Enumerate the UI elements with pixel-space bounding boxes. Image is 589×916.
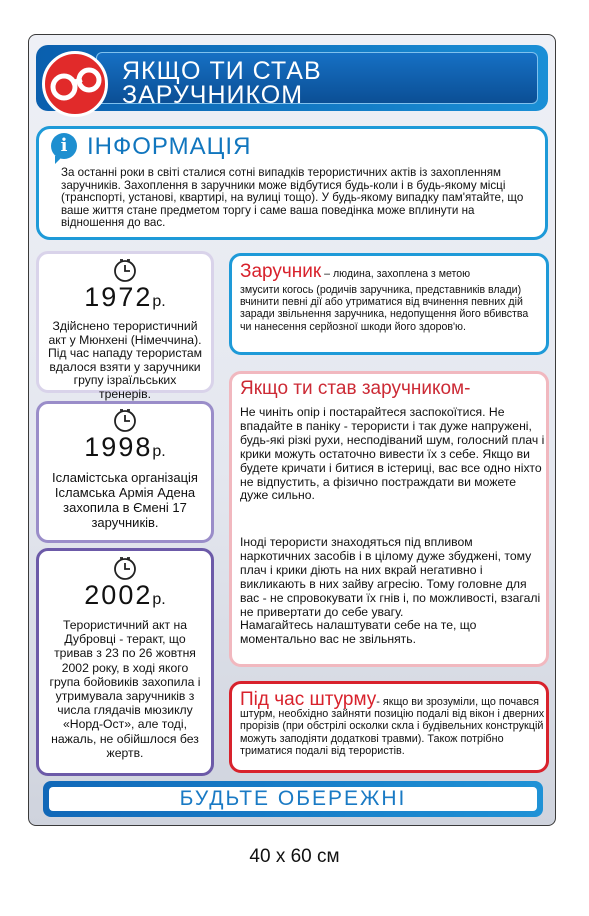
advice-paragraphs <box>240 536 545 647</box>
info-icon: i <box>51 133 77 159</box>
advice-box <box>229 371 549 667</box>
event-text: Здійснено терористичний акт у Мюнхені (Німеччина). Під час нападу терористам вдалося взяти у заручники групу ізраїльських тренерів. <box>47 319 203 401</box>
definition-text: змусити когось (родичів заручника, представників влади) вчинити певні дії або утриматися від вчинення певних дій заради звільнення заручника, недопущення його вбивства чи нанесення серйозної шкоди його здоров'ю. <box>240 284 529 333</box>
event-text: Ісламістська організація Ісламська Армія Адена захопила в Ємені 17 заручників. <box>52 470 198 530</box>
info-title: ІНФОРМАЦІЯ <box>87 133 252 160</box>
clock-icon <box>112 555 138 581</box>
definition-box <box>229 253 549 355</box>
advice-paragraph-1: Не чиніть опір і постарайтеся заспокоїтися. Не впадайте в паніку - терористи і так дуже напружені, будь-які різкі рухи, несподіваний шум, голосний плач і крики можуть остаточно вивести їх з себе. Якщо ви будете кричати і битися в істериці, вас все одно ніхто не відпустить, а фізично постраждати ви можете дуже сильно. <box>240 405 545 503</box>
storm-text: Під час штурму- якщо ви зрозуміли, що почався штурм, необхідно зайняти позицію подалі від вікон і дверних прорізів (при обстрілі осколки скла і будівельних конструкцій можуть заподіяти додаткові травми). Також потрібно триматися подалі від терористів. <box>240 689 545 757</box>
event-year: 2002р. <box>84 580 166 610</box>
event-card-1972 <box>36 251 214 401</box>
storm-title: Під час штурму <box>240 689 377 710</box>
advice-paragraph-3: Намагайтесь налаштувати себе на те, що моментально вас не звільнять. <box>240 618 477 647</box>
footer-text: БУДЬТЕ ОБЕРЕЖНІ <box>49 787 537 811</box>
storm-box <box>229 681 549 773</box>
definition-term: Заручник – людина, захоплена з метою <box>240 261 471 282</box>
title-line-1: ЯКЩО ТИ СТАВ <box>122 57 322 85</box>
info-box <box>36 126 548 240</box>
size-label: 40 x 60 см <box>249 846 340 867</box>
event-year: 1998р. <box>84 432 166 462</box>
page-title <box>122 59 322 107</box>
event-card-1998 <box>36 401 214 543</box>
header-banner <box>36 45 548 111</box>
info-text: За останні роки в світі сталися сотні випадків терористичних актів із захопленням заручників. Захоплення в заручники може відбутися будь-коли і в будь-якому місці (транспорті, установі, квартирі, на вулиці тощо). У будь-якому випадку пам'ятайте, що ваше життя стане предметом торгу і саме ваша поведінка може вплинути на відношення до вас. <box>61 166 524 230</box>
handcuffs-icon <box>42 51 108 117</box>
event-card-2002 <box>36 548 214 776</box>
advice-title: Якщо ти став заручником- <box>240 378 471 399</box>
advice-paragraph-2: Іноді терористи знаходяться під впливом наркотичних засобів і в цілому дуже збуджені, тому плач і крики діють на них вкрай негативно і викликають в них зайву агресію. Тому головне для вас - не спровокувати їх гнів і, по можливості, взагалі не привертати до себе увагу. <box>240 535 541 619</box>
event-text: Терористичний акт на Дубровці - теракт, що тривав з 23 по 26 жовтня 2002 року, в ході якого група бойовиків захопила і утримувала заручників з числа глядачів мюзиклу «Норд-Ост», але тоді, нажаль, не обійшлося без жертв. <box>49 618 201 760</box>
clock-icon <box>112 257 138 283</box>
poster <box>28 34 556 826</box>
title-line-2: ЗАРУЧНИКОМ <box>122 81 304 109</box>
clock-icon <box>112 407 138 433</box>
event-year: 1972р. <box>84 282 166 312</box>
footer-banner <box>43 781 543 817</box>
